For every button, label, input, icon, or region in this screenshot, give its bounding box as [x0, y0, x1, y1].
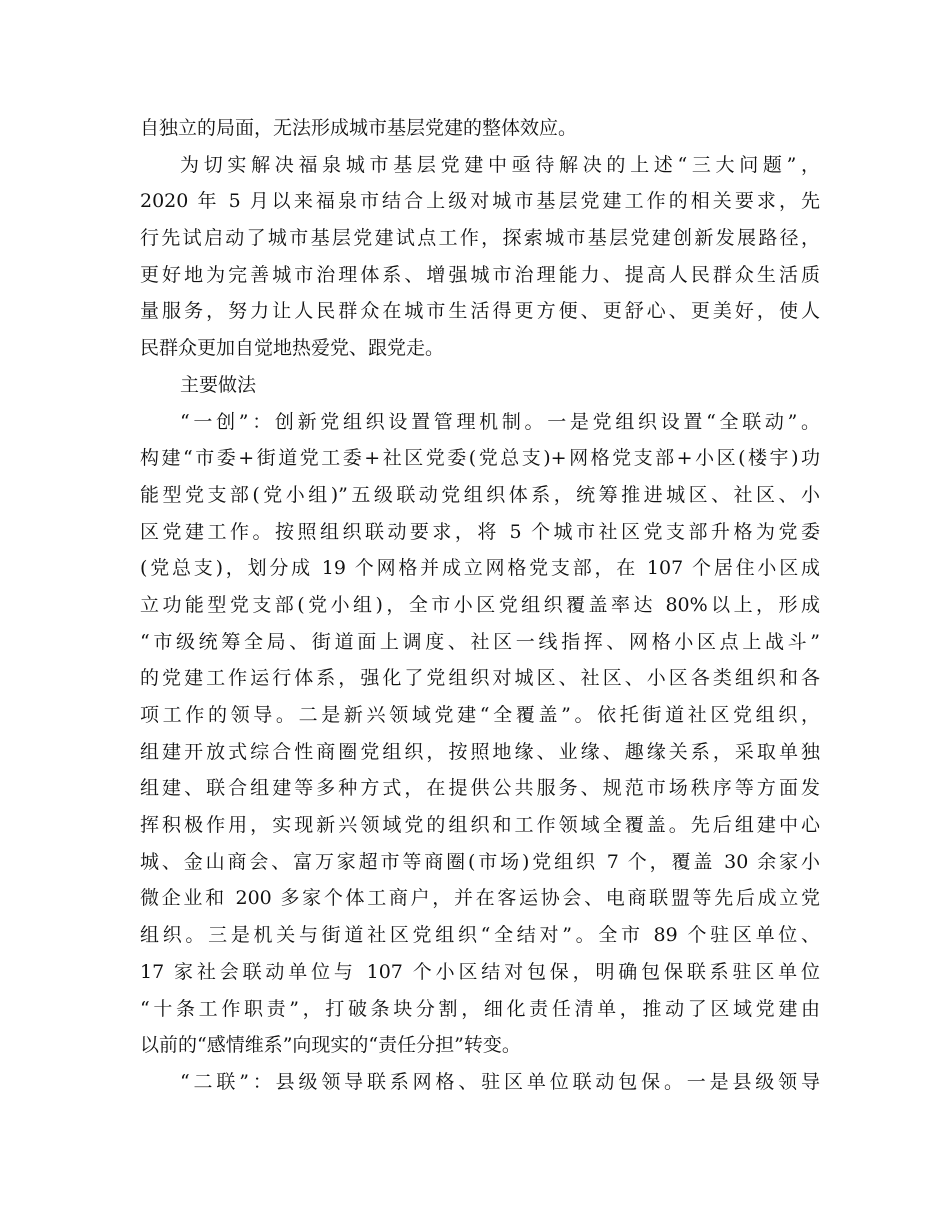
text-line: 微企业和 200 多家个体工商户，并在客运协会、电商联盟等先后成立党 — [140, 887, 820, 910]
text-line: “十条工作职责”，打破条块分割，细化责任清单，推动了区域党建由 — [140, 997, 820, 1020]
document-body — [140, 110, 820, 1101]
text-line: 区党建工作。按照组织联动要求，将 5 个城市社区党支部升格为党委 — [140, 520, 820, 543]
text-line: 行先试启动了城市基层党建试点工作，探索城市基层党建创新发展路径， — [140, 227, 820, 250]
text-line: 能型党支部(党小组)”五级联动党组织体系，统筹推进城区、社区、小 — [140, 483, 820, 506]
paragraph-start-line: “二联”：县级领导联系网格、驻区单位联动包保。一是县级领导 — [180, 1070, 820, 1093]
text-line: 城、金山商会、富万家超市等商圈(市场)党组织 7 个，覆盖 30 余家小 — [140, 850, 820, 873]
text-line: 立功能型党支部(党小组)，全市小区党组织覆盖率达 80%以上，形成 — [140, 593, 820, 616]
text-line: 2020 年 5 月以来福泉市结合上级对城市基层党建工作的相关要求，先 — [140, 190, 820, 213]
text-line: 挥积极作用，实现新兴领域党的组织和工作领域全覆盖。先后组建中心 — [140, 814, 820, 837]
text-line: 民群众更加自觉地热爱党、跟党走。 — [140, 337, 445, 360]
text-line: 17 家社会联动单位与 107 个小区结对包保，明确包保联系驻区单位 — [140, 960, 820, 983]
text-line: 组建、联合组建等多种方式，在提供公共服务、规范市场秩序等方面发 — [140, 777, 820, 800]
text-line: 构建“市委+街道党工委+社区党委(党总支)+网格党支部+小区(楼宇)功 — [140, 447, 820, 470]
text-line: 量服务，努力让人民群众在城市生活得更方便、更舒心、更美好，使人 — [140, 300, 820, 323]
text-line: “市级统筹全局、街道面上调度、社区一线指挥、网格小区点上战斗” — [140, 630, 820, 653]
text-line: 组织。三是机关与街道社区党组织“全结对”。全市 89 个驻区单位、 — [140, 924, 820, 947]
text-line: 组建开放式综合性商圈党组织，按照地缘、业缘、趣缘关系，采取单独 — [140, 740, 820, 763]
text-line: (党总支)，划分成 19 个网格并成立网格党支部，在 107 个居住小区成 — [140, 557, 820, 580]
text-line: 的党建工作运行体系，强化了党组织对城区、社区、小区各类组织和各 — [140, 667, 820, 690]
text-line: 更好地为完善城市治理体系、增强城市治理能力、提高人民群众生活质 — [140, 263, 820, 286]
text-line: 项工作的领导。二是新兴领域党建“全覆盖”。依托街道社区党组织， — [140, 704, 820, 726]
text-line: 以前的“感情维系”向现实的“责任分担”转变。 — [140, 1034, 521, 1057]
paragraph-start-line: 为切实解决福泉城市基层党建中亟待解决的上述“三大问题”， — [180, 153, 820, 176]
paragraph-start-line: “一创”：创新党组织设置管理机制。一是党组织设置“全联动”。 — [180, 410, 820, 433]
text-line: 自独立的局面，无法形成城市基层党建的整体效应。 — [140, 117, 578, 139]
section-heading: 主要做法 — [180, 373, 257, 396]
